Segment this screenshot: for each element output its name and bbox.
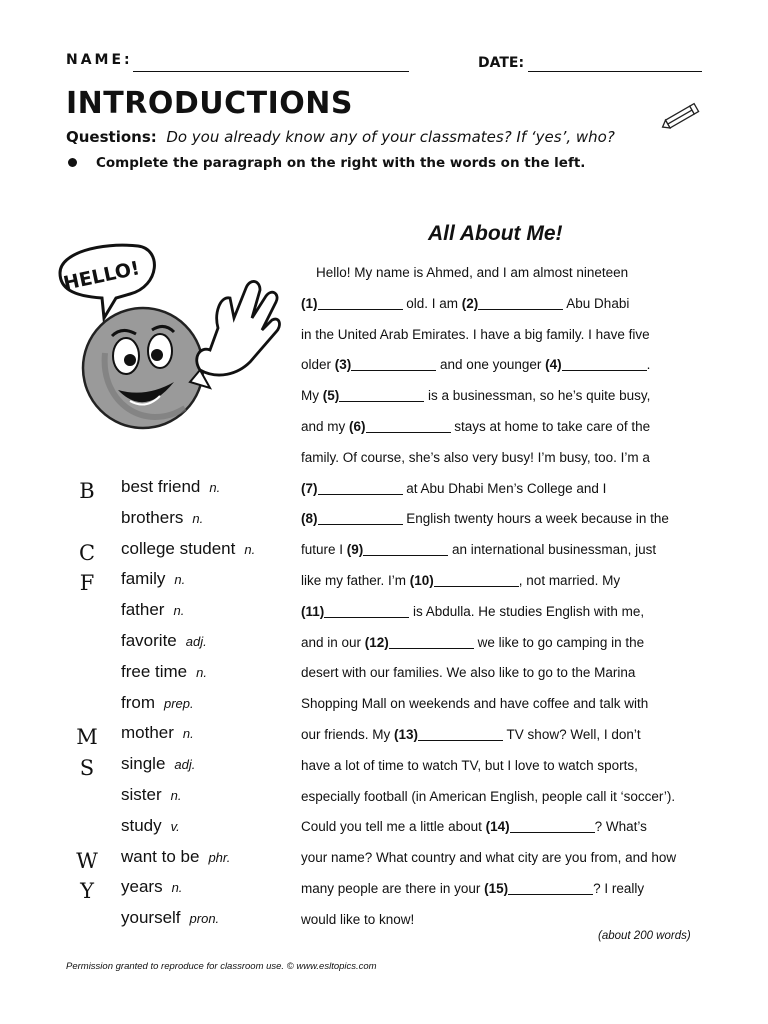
- paragraph-line: [301, 540, 711, 571]
- word-list-item: [72, 658, 302, 689]
- paragraph-line: [301, 448, 711, 479]
- word-pos: adj.: [185, 633, 207, 649]
- paragraph-text: many people are there in your: [301, 880, 485, 896]
- story-paragraph: [301, 263, 711, 941]
- word-list-item: [72, 627, 302, 658]
- word-count-note: (about 200 words): [598, 930, 691, 942]
- paragraph-text: ? What’s: [594, 819, 647, 835]
- word-text: study: [121, 815, 162, 835]
- paragraph-text: and one younger: [436, 357, 546, 373]
- paragraph-line: [301, 571, 711, 602]
- paragraph-line: [301, 817, 711, 848]
- paragraph-text: and in our: [301, 634, 365, 650]
- paragraph-line: [301, 633, 711, 664]
- word-entry: [121, 877, 182, 897]
- story-title: All About Me!: [428, 222, 563, 245]
- blank-number: (1): [301, 295, 318, 311]
- word-pos: n.: [192, 510, 204, 526]
- word-entry: [121, 508, 203, 528]
- paragraph-text: family. Of course, she’s also very busy! I’m busy, too. I’m a: [301, 449, 650, 465]
- blank-number: (14): [485, 819, 510, 835]
- fill-in-blank[interactable]: [434, 572, 519, 587]
- paragraph-line: [301, 602, 711, 633]
- speech-bubble-text: HELLO!: [61, 257, 142, 295]
- date-blank-line[interactable]: [528, 71, 702, 72]
- blank-number: (8): [301, 511, 318, 527]
- paragraph-text: stays at home to take care of the: [450, 418, 651, 434]
- word-list-item: [72, 719, 302, 750]
- word-letter: C: [78, 540, 96, 565]
- fill-in-blank[interactable]: [366, 418, 451, 433]
- paragraph-text: older: [301, 357, 335, 373]
- paragraph-line: [301, 756, 711, 787]
- footer-permission: Permission granted to reproduce for classroom use. © www.esltopics.com: [66, 961, 377, 972]
- fill-in-blank[interactable]: [318, 510, 403, 525]
- pencil-icon: [660, 100, 702, 134]
- fill-in-blank[interactable]: [318, 480, 403, 495]
- questions-text: Do you already know any of your classmates? If ‘yes’, who?: [166, 128, 615, 146]
- name-label: NAME:: [66, 52, 133, 68]
- word-text: yourself: [121, 908, 181, 928]
- word-pos: n.: [174, 572, 186, 588]
- paragraph-line: [301, 509, 711, 540]
- word-text: from: [121, 692, 155, 712]
- word-list-item: [72, 596, 302, 627]
- word-text: family: [121, 569, 166, 589]
- bullet-icon: [68, 158, 77, 167]
- word-text: mother: [121, 723, 174, 743]
- word-list: [72, 473, 302, 935]
- word-entry: [121, 600, 184, 620]
- paragraph-text: would like to know!: [301, 911, 415, 927]
- paragraph-line: [301, 663, 711, 694]
- word-entry: [121, 908, 219, 928]
- paragraph-line: [301, 725, 711, 756]
- paragraph-text: and my: [301, 418, 350, 434]
- word-text: single: [121, 754, 166, 774]
- blank-number: (6): [349, 418, 366, 434]
- fill-in-blank[interactable]: [339, 387, 424, 402]
- paragraph-text: is a businessman, so he’s quite busy,: [424, 388, 651, 404]
- word-text: free time: [121, 661, 188, 681]
- blank-number: (15): [484, 880, 509, 896]
- word-pos: n.: [244, 541, 256, 557]
- word-letter: M: [76, 725, 98, 750]
- word-entry: [121, 539, 255, 559]
- word-pos: pron.: [189, 911, 220, 927]
- word-list-item: [72, 781, 302, 812]
- blank-number: (3): [334, 357, 352, 373]
- fill-in-blank[interactable]: [324, 603, 409, 618]
- word-pos: adj.: [174, 757, 196, 773]
- blank-number: (5): [322, 388, 340, 404]
- paragraph-line: [301, 386, 711, 417]
- word-text: brothers: [121, 507, 184, 527]
- fill-in-blank[interactable]: [389, 634, 474, 649]
- blank-number: (10): [409, 572, 434, 588]
- paragraph-text: , not married. My: [518, 572, 621, 588]
- paragraph-text: future I: [301, 542, 347, 558]
- paragraph-text: our friends. My: [301, 726, 395, 742]
- paragraph-text: have a lot of time to watch TV, but I love to watch sports,: [301, 757, 638, 773]
- fill-in-blank[interactable]: [363, 541, 448, 556]
- blank-number: (12): [364, 634, 389, 650]
- word-entry: [121, 662, 207, 682]
- word-text: sister: [121, 784, 162, 804]
- word-entry: [121, 847, 230, 867]
- word-list-item: [72, 750, 302, 781]
- word-entry: [121, 816, 180, 836]
- fill-in-blank[interactable]: [478, 295, 563, 310]
- paragraph-line: [301, 417, 711, 448]
- word-list-item: [72, 565, 302, 596]
- paragraph-text: at Abu Dhabi Men’s College and I: [402, 480, 607, 496]
- blank-number: (7): [301, 480, 318, 496]
- paragraph-line: [301, 848, 711, 879]
- word-list-item: [72, 843, 302, 874]
- word-entry: [121, 631, 207, 651]
- word-pos: n.: [173, 603, 185, 619]
- word-text: best friend: [121, 477, 201, 496]
- paragraph-text: Abu Dhabi: [563, 295, 630, 311]
- paragraph-text: we like to go camping in the: [473, 634, 645, 650]
- blank-number: (11): [301, 603, 325, 619]
- word-letter: F: [79, 571, 95, 596]
- fill-in-blank[interactable]: [510, 818, 595, 833]
- paragraph-text: your name? What country and what city are you from, and how: [301, 850, 677, 866]
- word-text: father: [121, 600, 165, 620]
- paragraph-text: in the United Arab Emirates. I have a big family. I have five: [301, 326, 650, 342]
- waving-smiley-icon: [50, 238, 282, 466]
- paragraph-text: especially football (in American English, people call it ‘soccer’).: [301, 788, 676, 804]
- date-label: DATE:: [478, 55, 525, 71]
- word-pos: n.: [170, 787, 182, 803]
- fill-in-blank[interactable]: [562, 356, 647, 371]
- fill-in-blank[interactable]: [318, 295, 403, 310]
- word-pos: n.: [209, 480, 221, 495]
- paragraph-line: [301, 787, 711, 818]
- word-list-item: [72, 812, 302, 843]
- paragraph-text: like my father. I’m: [301, 572, 410, 588]
- paragraph-text: an international businessman, just: [448, 542, 657, 558]
- paragraph-text: Could you tell me a little about: [301, 819, 486, 835]
- paragraph-text: ? I really: [593, 880, 645, 896]
- word-pos: n.: [196, 664, 207, 680]
- word-entry: [121, 569, 185, 589]
- word-letter: Y: [80, 879, 94, 904]
- fill-in-blank[interactable]: [508, 880, 593, 895]
- word-list-item: [72, 904, 302, 935]
- instruction-text: Complete the paragraph on the right with the words on the left.: [96, 155, 586, 171]
- questions-line: [66, 128, 615, 146]
- word-list-item: [72, 473, 302, 504]
- paragraph-text: Hello! My name is Ahmed, and I am almost nineteen: [301, 265, 629, 280]
- word-pos: prep.: [164, 695, 194, 711]
- word-text: college student: [121, 538, 236, 558]
- word-pos: n.: [182, 726, 194, 742]
- word-text: want to be: [121, 846, 200, 866]
- word-pos: n.: [171, 880, 183, 896]
- word-list-item: [72, 873, 302, 904]
- blank-number: (9): [346, 542, 364, 558]
- paragraph-text: .: [646, 357, 651, 373]
- paragraph-text: old. I am: [402, 295, 462, 311]
- paragraph-line: [301, 355, 711, 386]
- paragraph-line: [301, 479, 711, 510]
- fill-in-blank[interactable]: [418, 726, 503, 741]
- paragraph-text: TV show? Well, I don’t: [503, 726, 641, 742]
- questions-label: Questions:: [66, 128, 157, 146]
- word-pos: v.: [170, 818, 180, 834]
- word-entry: [121, 754, 195, 774]
- fill-in-blank[interactable]: [351, 356, 436, 371]
- word-list-item: [72, 504, 302, 535]
- name-blank-line[interactable]: [133, 71, 409, 72]
- word-entry: [121, 785, 181, 805]
- word-list-item: [72, 535, 302, 566]
- word-entry: [121, 723, 194, 743]
- word-letter: B: [79, 479, 95, 503]
- paragraph-text: My: [301, 388, 323, 404]
- page-title: INTRODUCTIONS: [66, 86, 353, 121]
- paragraph-text: is Abdulla. He studies English with me,: [409, 603, 645, 619]
- paragraph-line: [301, 325, 711, 356]
- paragraph-line: [301, 879, 711, 910]
- paragraph-text: English twenty hours a week because in the: [402, 511, 669, 527]
- word-text: years: [121, 877, 163, 897]
- word-entry: [121, 477, 220, 497]
- word-list-item: [72, 689, 302, 720]
- word-entry: [121, 693, 194, 713]
- paragraph-line: [301, 694, 711, 725]
- paragraph-line: [301, 294, 711, 325]
- word-pos: phr.: [208, 849, 231, 865]
- word-letter: W: [76, 848, 98, 873]
- paragraph-text: Shopping Mall on weekends and have coffee and talk with: [301, 696, 649, 712]
- word-letter: S: [79, 756, 95, 781]
- paragraph-text: desert with our families. We also like to go to the Marina: [301, 665, 636, 681]
- blank-number: (13): [394, 726, 419, 742]
- blank-number: (2): [461, 295, 479, 311]
- word-text: favorite: [121, 630, 177, 650]
- paragraph-line: [301, 263, 711, 294]
- blank-number: (4): [545, 357, 562, 373]
